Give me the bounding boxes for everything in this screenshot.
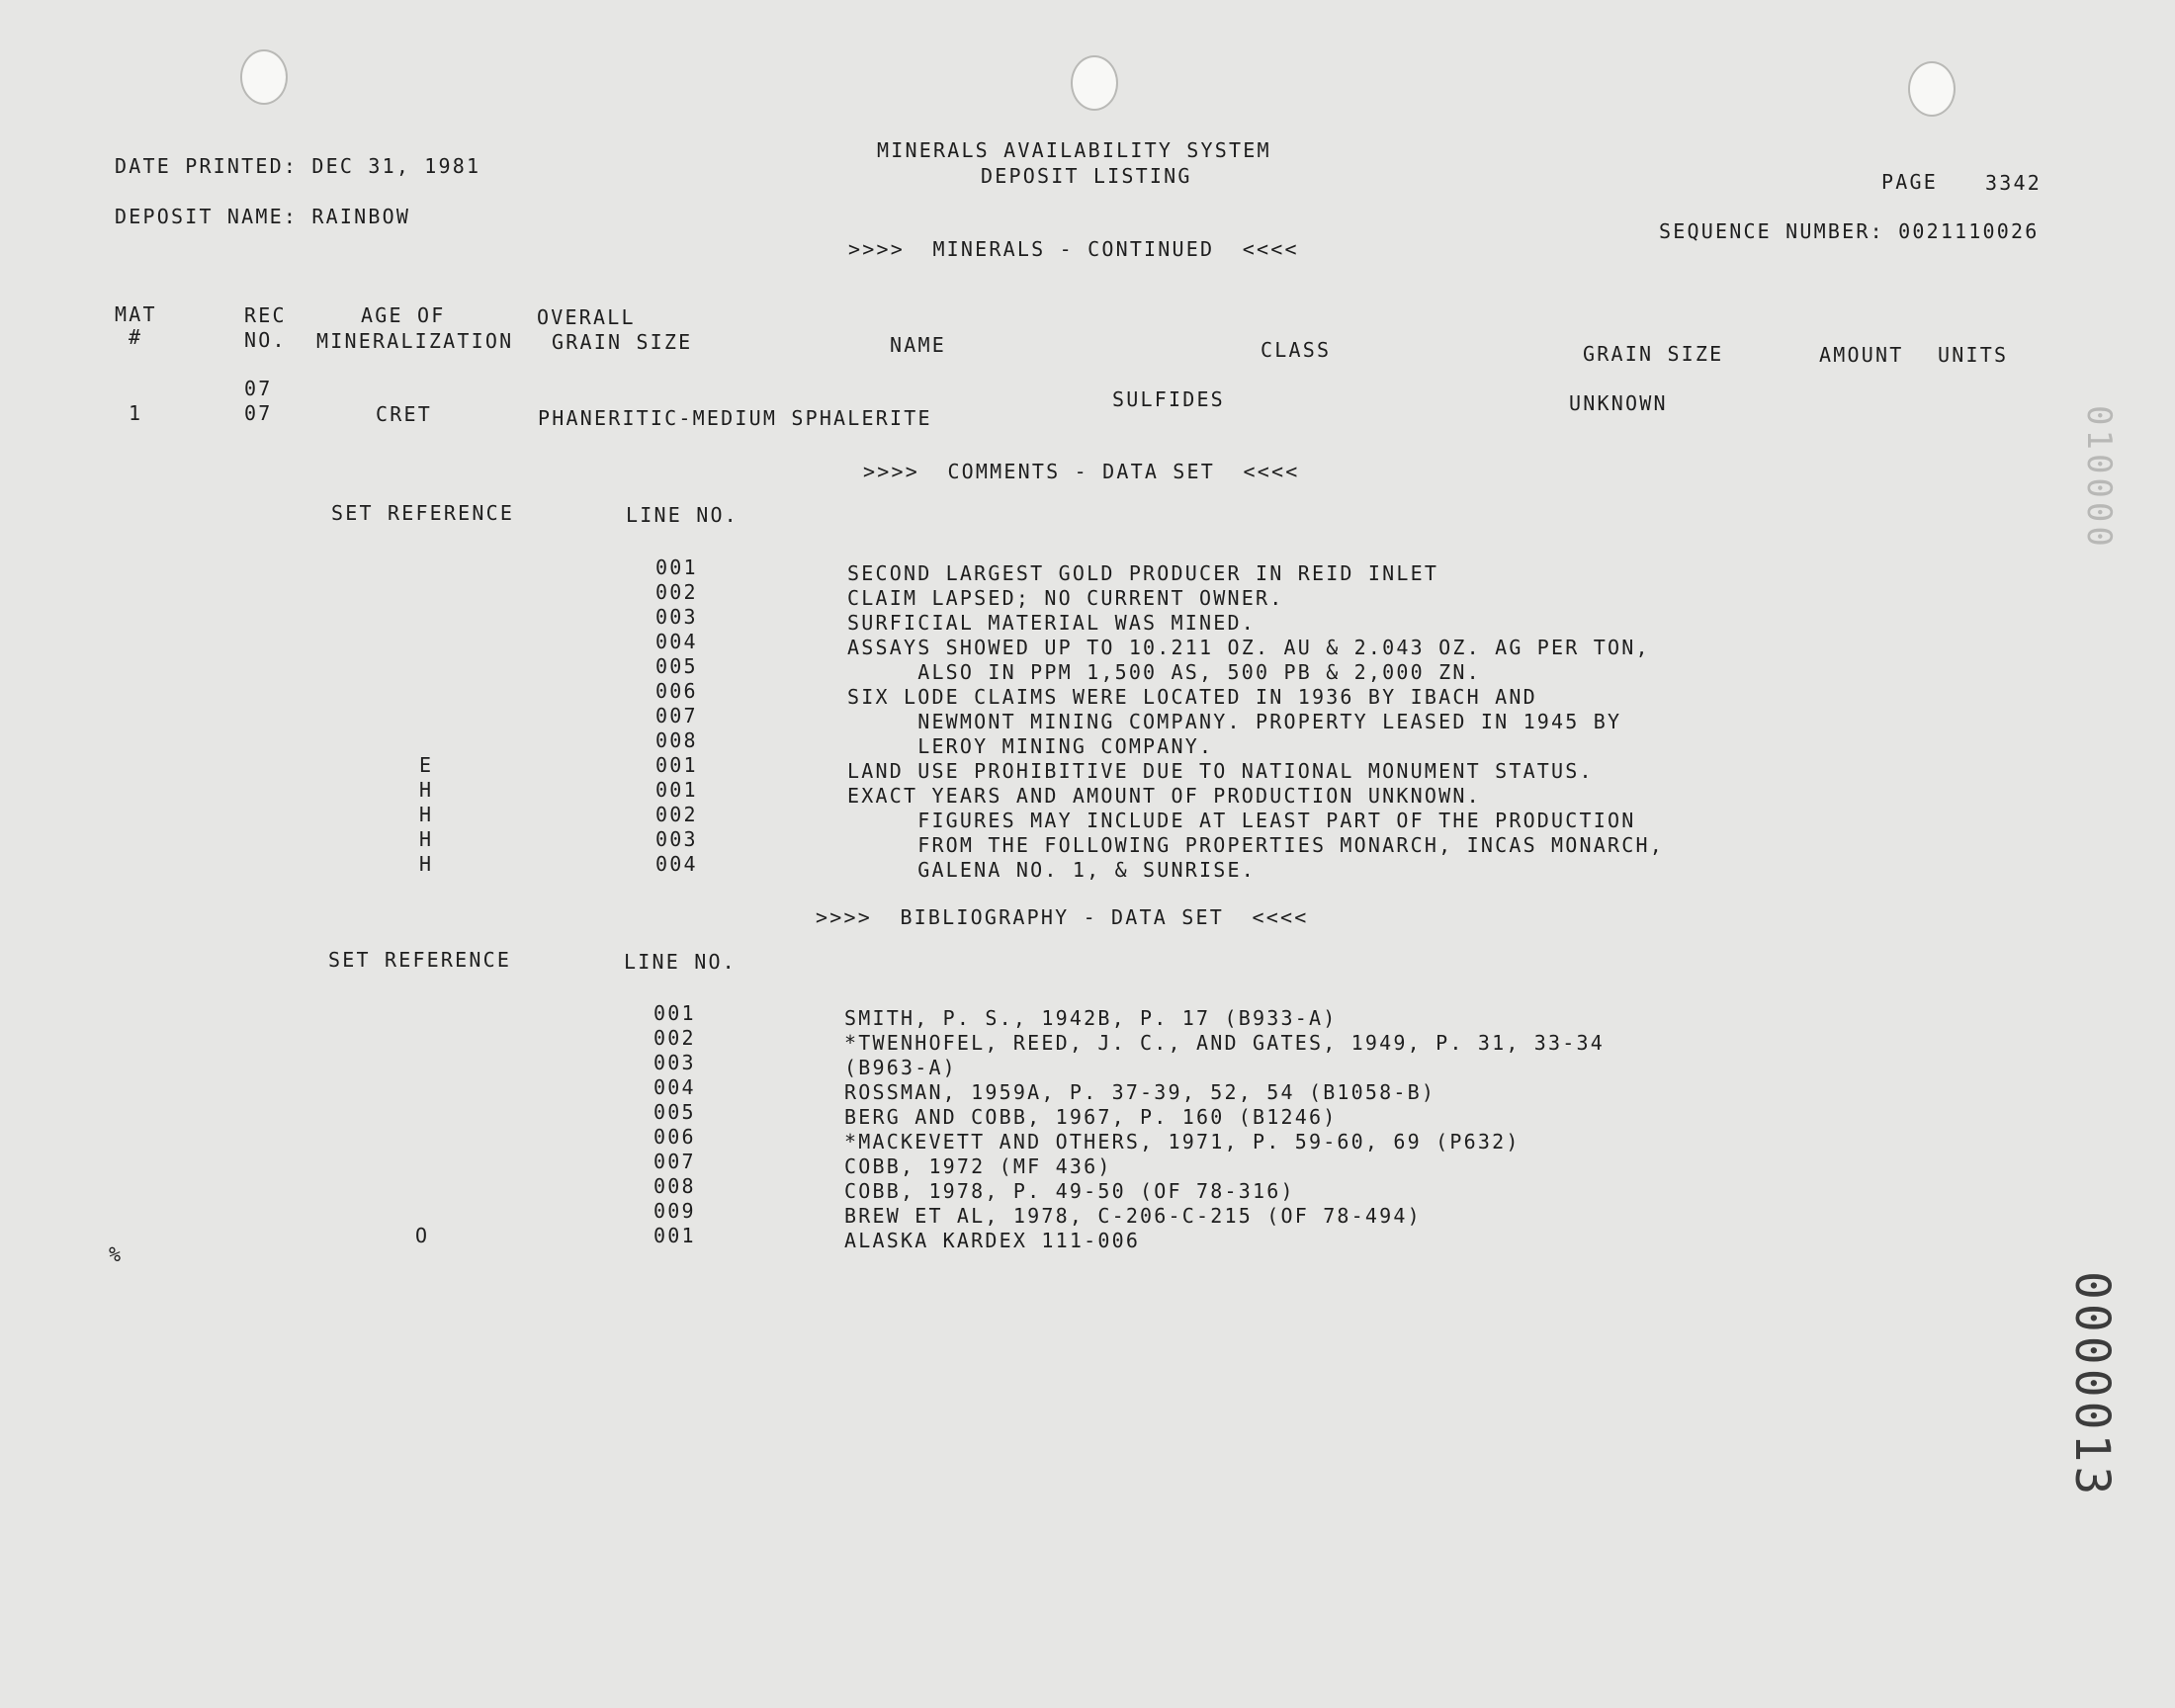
comment-text: SIX LODE CLAIMS WERE LOCATED IN 1936 BY IBACH AND xyxy=(847,685,1537,709)
bibliography-text: *TWENHOFEL, REED, J. C., AND GATES, 1949, P. 31, 33-34 xyxy=(844,1031,1606,1055)
comment-text: EXACT YEARS AND AMOUNT OF PRODUCTION UNKNOWN. xyxy=(847,784,1481,808)
comment-line: 001 xyxy=(655,753,698,777)
header-grain-size: GRAIN SIZE xyxy=(1583,342,1724,366)
bibliography-line: 009 xyxy=(653,1199,696,1223)
comment-line: 005 xyxy=(655,654,698,678)
comment-text: SURFICIAL MATERIAL WAS MINED. xyxy=(847,611,1256,635)
comment-line: 007 xyxy=(655,704,698,727)
bibliography-text: SMITH, P. S., 1942B, P. 17 (B933-A) xyxy=(844,1006,1338,1030)
comment-text: LEROY MINING COMPANY. xyxy=(847,734,1214,758)
comment-text: LAND USE PROHIBITIVE DUE TO NATIONAL MONUMENT STATUS. xyxy=(847,759,1594,783)
header-age-of: AGE OF xyxy=(361,303,446,327)
minerals-section-title: >>>> MINERALS - CONTINUED <<<< xyxy=(848,237,1299,261)
header-rec: REC xyxy=(244,303,287,327)
bibliography-text: COBB, 1972 (MF 436) xyxy=(844,1154,1112,1178)
bibliography-col-set-reference: SET REFERENCE xyxy=(328,948,512,972)
comment-ref: E xyxy=(419,753,434,777)
percent-mark: % xyxy=(109,1242,124,1266)
bibliography-text: ALASKA KARDEX 111-006 xyxy=(844,1229,1141,1252)
header-amount: AMOUNT xyxy=(1819,343,1904,367)
date-printed: DATE PRINTED: DEC 31, 1981 xyxy=(115,154,481,178)
page-label: PAGE xyxy=(1881,170,1938,194)
bibliography-line: 005 xyxy=(653,1100,696,1124)
comment-text: SECOND LARGEST GOLD PRODUCER IN REID INLET xyxy=(847,561,1439,585)
bibliography-line: 001 xyxy=(653,1001,696,1025)
mineral-age: CRET xyxy=(376,402,432,426)
mineral-grain-size: UNKNOWN xyxy=(1569,391,1668,415)
header-mineralization: MINERALIZATION xyxy=(316,329,514,353)
header-mat-hash: # xyxy=(129,325,143,349)
bibliography-line: 007 xyxy=(653,1150,696,1173)
bibliography-col-line-no: LINE NO. xyxy=(624,950,737,974)
header-class: CLASS xyxy=(1261,338,1332,362)
comment-text: FROM THE FOLLOWING PROPERTIES MONARCH, INCAS MONARCH, xyxy=(847,833,1664,857)
punch-hole-center xyxy=(1071,55,1118,111)
bibliography-line: 006 xyxy=(653,1125,696,1149)
comments-col-line-no: LINE NO. xyxy=(626,503,739,527)
comment-line: 003 xyxy=(655,827,698,851)
system-title: MINERALS AVAILABILITY SYSTEM xyxy=(877,138,1271,162)
bibliography-line: 008 xyxy=(653,1174,696,1198)
punch-hole-right xyxy=(1908,61,1956,117)
header-mat: MAT xyxy=(115,302,157,326)
header-overall: OVERALL xyxy=(537,305,636,329)
header-units: UNITS xyxy=(1938,343,2009,367)
comment-text: ALSO IN PPM 1,500 AS, 500 PB & 2,000 ZN. xyxy=(847,660,1481,684)
bibliography-section-title: >>>> BIBLIOGRAPHY - DATA SET <<<< xyxy=(816,905,1309,929)
comment-text: NEWMONT MINING COMPANY. PROPERTY LEASED IN 1945 BY xyxy=(847,710,1622,733)
comment-line: 008 xyxy=(655,728,698,752)
bibliography-line: 004 xyxy=(653,1075,696,1099)
punch-hole-left xyxy=(240,49,288,105)
bibliography-text: (B963-A) xyxy=(844,1056,957,1079)
comment-text: GALENA NO. 1, & SUNRISE. xyxy=(847,858,1256,882)
comment-line: 001 xyxy=(655,778,698,802)
header-rec-no: NO. xyxy=(244,328,287,352)
mineral-pre-rec: 07 xyxy=(244,377,273,400)
bibliography-text: COBB, 1978, P. 49-50 (OF 78-316) xyxy=(844,1179,1295,1203)
mineral-grain-and-name: PHANERITIC-MEDIUM SPHALERITE xyxy=(538,406,932,430)
bibliography-text: *MACKEVETT AND OTHERS, 1971, P. 59-60, 69 (P632) xyxy=(844,1130,1521,1153)
header-name: NAME xyxy=(890,333,946,357)
mineral-rec: 07 xyxy=(244,401,273,425)
comment-line: 004 xyxy=(655,852,698,876)
faint-frame-stamp: 010000 xyxy=(2079,405,2119,551)
deposit-name: DEPOSIT NAME: RAINBOW xyxy=(115,205,411,228)
bibliography-line: 001 xyxy=(653,1224,696,1247)
bibliography-line: 002 xyxy=(653,1026,696,1050)
comment-line: 002 xyxy=(655,580,698,604)
bibliography-text: BERG AND COBB, 1967, P. 160 (B1246) xyxy=(844,1105,1338,1129)
comment-ref: H xyxy=(419,778,434,802)
comment-line: 002 xyxy=(655,803,698,826)
page-number: 3342 xyxy=(1985,171,2042,195)
bibliography-line: 003 xyxy=(653,1051,696,1074)
bibliography-ref: O xyxy=(415,1224,430,1247)
mineral-mat: 1 xyxy=(129,401,143,425)
sequence-number: SEQUENCE NUMBER: 0021110026 xyxy=(1659,219,2040,243)
comment-text: ASSAYS SHOWED UP TO 10.211 OZ. AU & 2.043 OZ. AG PER TON, xyxy=(847,636,1650,659)
comment-ref: H xyxy=(419,852,434,876)
comment-ref: H xyxy=(419,827,434,851)
comment-ref: H xyxy=(419,803,434,826)
comments-col-set-reference: SET REFERENCE xyxy=(331,501,515,525)
comment-line: 004 xyxy=(655,630,698,653)
comments-section-title: >>>> COMMENTS - DATA SET <<<< xyxy=(863,460,1300,483)
bibliography-text: ROSSMAN, 1959A, P. 37-39, 52, 54 (B1058-B) xyxy=(844,1080,1436,1104)
mineral-class: SULFIDES xyxy=(1112,387,1225,411)
comment-text: FIGURES MAY INCLUDE AT LEAST PART OF THE PRODUCTION xyxy=(847,809,1636,832)
comment-text: CLAIM LAPSED; NO CURRENT OWNER. xyxy=(847,586,1284,610)
bibliography-text: BREW ET AL, 1978, C-206-C-215 (OF 78-494) xyxy=(844,1204,1422,1228)
comment-line: 003 xyxy=(655,605,698,629)
header-overall-grain-size: GRAIN SIZE xyxy=(552,330,693,354)
listing-title: DEPOSIT LISTING xyxy=(981,164,1192,188)
frame-number-stamp: 0000013 xyxy=(2064,1271,2120,1499)
comment-line: 006 xyxy=(655,679,698,703)
comment-line: 001 xyxy=(655,555,698,579)
